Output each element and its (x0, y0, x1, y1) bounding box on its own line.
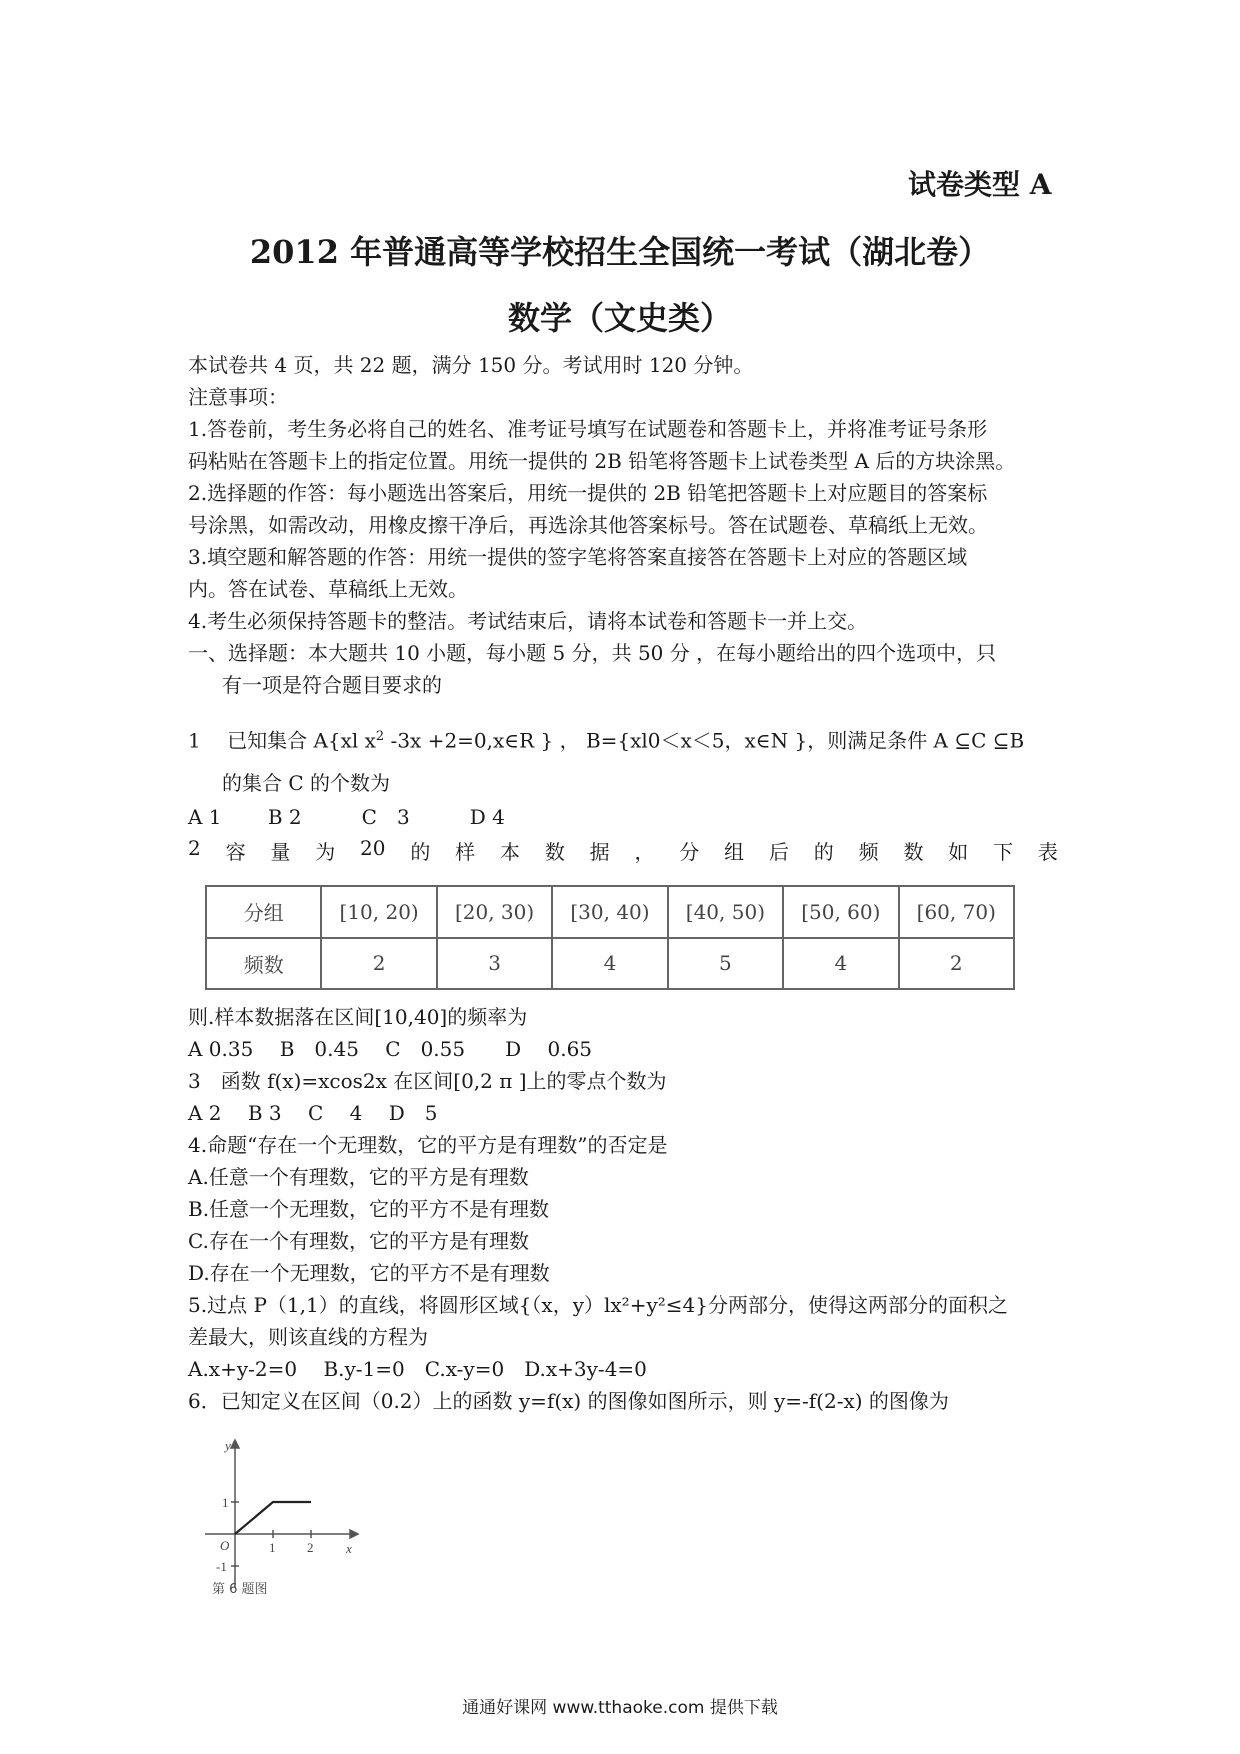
table-cell: 5 (668, 938, 783, 990)
question-2 (188, 836, 1058, 865)
x-axis-label: x (346, 1541, 352, 1556)
q2-word: 如 (948, 840, 969, 864)
section-heading: 一、选择题：本大题共 10 小题，每小题 5 分，共 50 分 ，在每小题给出的四个选项中，只 (188, 641, 997, 665)
function-graph-figure (200, 1438, 360, 1598)
question-4: 4.命题“存在一个无理数，它的平方是有理数”的否定是 (188, 1133, 668, 1157)
x-axis-arrow-icon (350, 1530, 358, 1538)
q2-word: 分 (679, 840, 700, 864)
q2-word: 的 (410, 840, 431, 864)
intro-line: 4.考生必须保持答题卡的整洁。考试结束后，请将本试卷和答题卡一并上交。 (188, 609, 868, 633)
footer-text: 通通好课网 www.tthaoke.com 提供下载 (462, 1698, 778, 1718)
y-tick-label: 1 (222, 1495, 229, 1510)
q2-word: 本 (499, 840, 520, 864)
table-cell: 2 (899, 938, 1014, 990)
q2-word: 容 (225, 840, 246, 864)
table-cell: 2 (321, 938, 436, 990)
function-curve (235, 1502, 311, 1534)
q2-word: 后 (768, 840, 789, 864)
intro-line: 2.选择题的作答：每小题选出答案后，用统一提供的 2B 铅笔把答题卡上对应题目的答案标 (188, 481, 988, 505)
intro-line: 本试卷共 4 页，共 22 题，满分 150 分。考试用时 120 分钟。 (188, 353, 754, 377)
question-4-option: D.存在一个无理数，它的平方不是有理数 (188, 1261, 550, 1285)
section-heading-cont: 有一项是符合题目要求的 (222, 673, 442, 697)
question-1-options: A 1 B 2 C 3 D 4 (188, 805, 505, 829)
intro-line: 注意事项： (188, 385, 288, 409)
question-3-options: A 2 B 3 C 4 D 5 (188, 1101, 438, 1125)
y-axis-label: y (225, 1438, 231, 1453)
paper-type-label: 试卷类型 A (908, 168, 1052, 201)
intro-line: 1.答卷前，考生务必将自己的姓名、准考证号填写在试题卷和答题卡上，并将准考证号条形 (188, 417, 988, 441)
y-axis-arrow-icon (231, 1440, 239, 1448)
q2-word: 表 (1037, 840, 1058, 864)
table-cell: 3 (437, 938, 552, 990)
question-6: 6．已知定义在区间（0.2）上的函数 y=f(x) 的图像如图所示，则 y=-f(2-x) 的图像为 (188, 1389, 949, 1413)
table-cell: 4 (552, 938, 667, 990)
table-header-cell: 频数 (206, 938, 321, 990)
q2-word: ， (634, 840, 655, 864)
subject-title: 数学（文史类） (507, 299, 732, 337)
q2-word: 数 (903, 840, 924, 864)
table-cell: [20, 30) (437, 886, 552, 938)
q2-word: 频 (858, 840, 879, 864)
q2-word: 的 (813, 840, 834, 864)
table-cell: [30, 40) (552, 886, 667, 938)
frequency-table (205, 885, 1015, 990)
q2-word: 下 (993, 840, 1014, 864)
x-tick-label: 2 (307, 1540, 314, 1555)
q2-word: 为 (315, 840, 336, 864)
question-5-cont: 差最大，则该直线的方程为 (188, 1325, 428, 1349)
table-cell: 4 (783, 938, 898, 990)
question-1 (188, 724, 1024, 754)
question-4-option: A.任意一个有理数，它的平方是有理数 (188, 1165, 529, 1189)
table-cell: [50, 60) (783, 886, 898, 938)
x-tick-label: 1 (269, 1540, 276, 1555)
intro-line: 3.填空题和解答题的作答：用统一提供的签字笔将答案直接答在答题卡上对应的答题区域 (188, 545, 968, 569)
q2-word: 样 (455, 840, 476, 864)
question-2-options: A 0.35 B 0.45 C 0.55 D 0.65 (188, 1037, 593, 1061)
q2-word: 据 (589, 840, 610, 864)
question-5: 5.过点 P（1,1）的直线，将圆形区域{（x，y）lx²+y²≤4}分两部分，使得这两部分的面积之 (188, 1293, 1008, 1317)
q1-text-b: -3x +2=0,x∈R } ， B={xl0＜x＜5，x∈N }，则满足条件 A ⊆C ⊆B (384, 728, 1025, 753)
q1-superscript: 2 (375, 729, 385, 744)
table-cell: [40, 50) (668, 886, 783, 938)
origin-label: O (220, 1538, 230, 1553)
y-tick-label: -1 (216, 1559, 227, 1574)
q2-word: 组 (724, 840, 745, 864)
q2-word: 数 (544, 840, 565, 864)
question-4-option: C.存在一个有理数，它的平方是有理数 (188, 1229, 529, 1253)
q2-word: 20 (360, 836, 386, 860)
question-2-prompt: 则.样本数据落在区间[10,40]的频率为 (188, 1005, 528, 1029)
table-cell: [10, 20) (321, 886, 436, 938)
intro-line: 号涂黑，如需改动，用橡皮擦干净后，再选涂其他答案标号。答在试题卷、草稿纸上无效。 (188, 513, 988, 537)
q2-word: 2 (188, 836, 201, 860)
figure-caption: 第 6 题图 (212, 1582, 268, 1597)
question-4-option: B.任意一个无理数，它的平方不是有理数 (188, 1197, 550, 1221)
table-row (206, 938, 1014, 990)
exam-title: 2012 年普通高等学校招生全国统一考试（湖北卷） (249, 233, 991, 271)
table-header-cell: 分组 (206, 886, 321, 938)
q1-text-a: 1 已知集合 A{xl x (188, 728, 376, 753)
question-3: 3 函数 f(x)=xcos2x 在区间[0,2 π ]上的零点个数为 (188, 1069, 667, 1093)
question-1-cont: 的集合 C 的个数为 (222, 771, 391, 795)
table-row (206, 886, 1014, 938)
question-5-options: A.x+y-2=0 B.y-1=0 C.x-y=0 D.x+3y-4=0 (188, 1357, 647, 1381)
q2-word: 量 (270, 840, 291, 864)
table-cell: [60, 70) (899, 886, 1014, 938)
intro-line: 码粘贴在答题卡上的指定位置。用统一提供的 2B 铅笔将答题卡上试卷类型 A 后的方块涂黑。 (188, 449, 1016, 473)
intro-line: 内。答在试卷、草稿纸上无效。 (188, 577, 468, 601)
